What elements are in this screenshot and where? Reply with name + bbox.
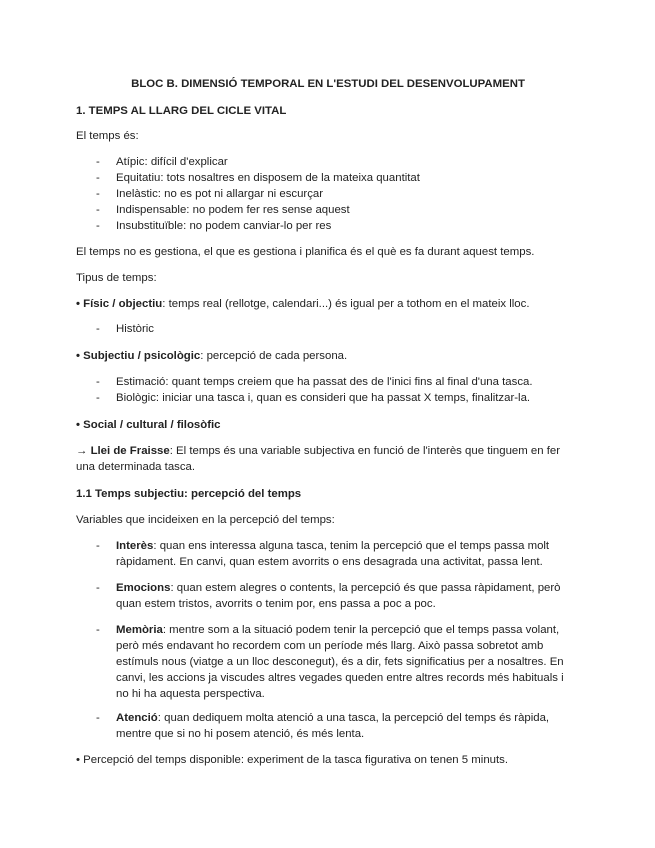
fraisse-paragraph: → Llei de Fraisse: El temps és una variable subjectiva en funció de l'interès que tinguem en fer una determinada tasca. bbox=[76, 445, 561, 473]
fraisse-label: Llei de Fraisse bbox=[90, 445, 170, 457]
fisic-sublist bbox=[76, 321, 580, 337]
list-item: - Equitatiu: tots nosaltres en disposem de la mateixa quantitat bbox=[96, 172, 420, 184]
variable-label: Memòria bbox=[116, 624, 163, 636]
fisic-bullet bbox=[76, 296, 580, 312]
document-title: BLOC B. DIMENSIÓ TEMPORAL EN L'ESTUDI DEL DESENVOLUPAMENT bbox=[131, 78, 525, 90]
arrow-icon: → bbox=[76, 445, 91, 457]
fisic-label: • Físic / objectiu bbox=[76, 298, 163, 310]
list-item: - Inelàstic: no es pot ni allargar ni escurçar bbox=[96, 188, 324, 200]
variable-label: Atenció bbox=[116, 712, 158, 724]
variable-label: Emocions bbox=[116, 582, 171, 594]
variable-memoria: - Memòria: mentre som a la situació podem tenir la percepció que el temps passa volant, però més endavant ho recordem com un període més llarg. Això passa sobretot amb estímuls nous (viatge a un lloc desconegut), és a dir, fets significatius per a nosaltres. En canvi, les accions ja viscudes altres vegades queden entre altres records més habituals i no hi ha aquesta perspectiva. bbox=[96, 624, 564, 700]
list-item: - Atípic: difícil d'explicar bbox=[96, 156, 228, 168]
subjectiu-text: : percepció de cada persona. bbox=[200, 350, 348, 362]
variable-emocions: - Emocions: quan estem alegres o contents, la percepció és que passa ràpidament, però quan estem tristos, avorrits o tenim por, ens passa a poc a poc. bbox=[96, 582, 561, 610]
list-item: - Històric bbox=[96, 323, 154, 335]
section-1-1-heading: 1.1 Temps subjectiu: percepció del temps bbox=[76, 488, 302, 500]
fisic-text: : temps real (rellotge, calendari...) és igual per a tothom en el mateix lloc. bbox=[162, 298, 530, 310]
list-item: - Estimació: quant temps creiem que ha passat des de l'inici fins al final d'una tasca. bbox=[96, 376, 533, 388]
variables-intro: Variables que incideixen en la percepció del temps: bbox=[76, 514, 335, 526]
variable-interes: - Interès: quan ens interessa alguna tasca, tenim la percepció que el temps passa molt ràpidament. En canvi, quan estem avorrits o ens desagrada una activitat, passa lent. bbox=[96, 540, 550, 568]
temps-properties-list bbox=[76, 154, 580, 234]
list-item: - Biològic: iniciar una tasca i, quan es consideri que ha passat X temps, finalitzar-la. bbox=[96, 392, 531, 404]
list-item: - Indispensable: no podem fer res sense aquest bbox=[96, 204, 350, 216]
gestiona-paragraph: El temps no es gestiona, el que es gestiona i planifica és el què es fa durant aquest temps. bbox=[76, 246, 535, 258]
section-1-heading: 1. TEMPS AL LLARG DEL CICLE VITAL bbox=[76, 105, 287, 117]
subjectiu-bullet bbox=[76, 348, 580, 364]
social-bullet: • Social / cultural / filosòfic bbox=[76, 419, 221, 431]
tipus-intro: Tipus de temps: bbox=[76, 272, 157, 284]
temps-intro: El temps és: bbox=[76, 130, 139, 142]
final-bullet: • Percepció del temps disponible: experiment de la tasca figurativa on tenen 5 minuts. bbox=[76, 754, 509, 766]
variable-label: Interès bbox=[116, 540, 154, 552]
variable-atencio: - Atenció: quan dediquem molta atenció a una tasca, la percepció del temps és ràpida, mentre que si no hi posem atenció, és més lenta. bbox=[96, 712, 550, 740]
subjectiu-label: • Subjectiu / psicològic bbox=[76, 350, 201, 362]
subjectiu-sublist bbox=[76, 374, 580, 406]
list-item: - Insubstituïble: no podem canviar-lo per res bbox=[96, 220, 332, 232]
